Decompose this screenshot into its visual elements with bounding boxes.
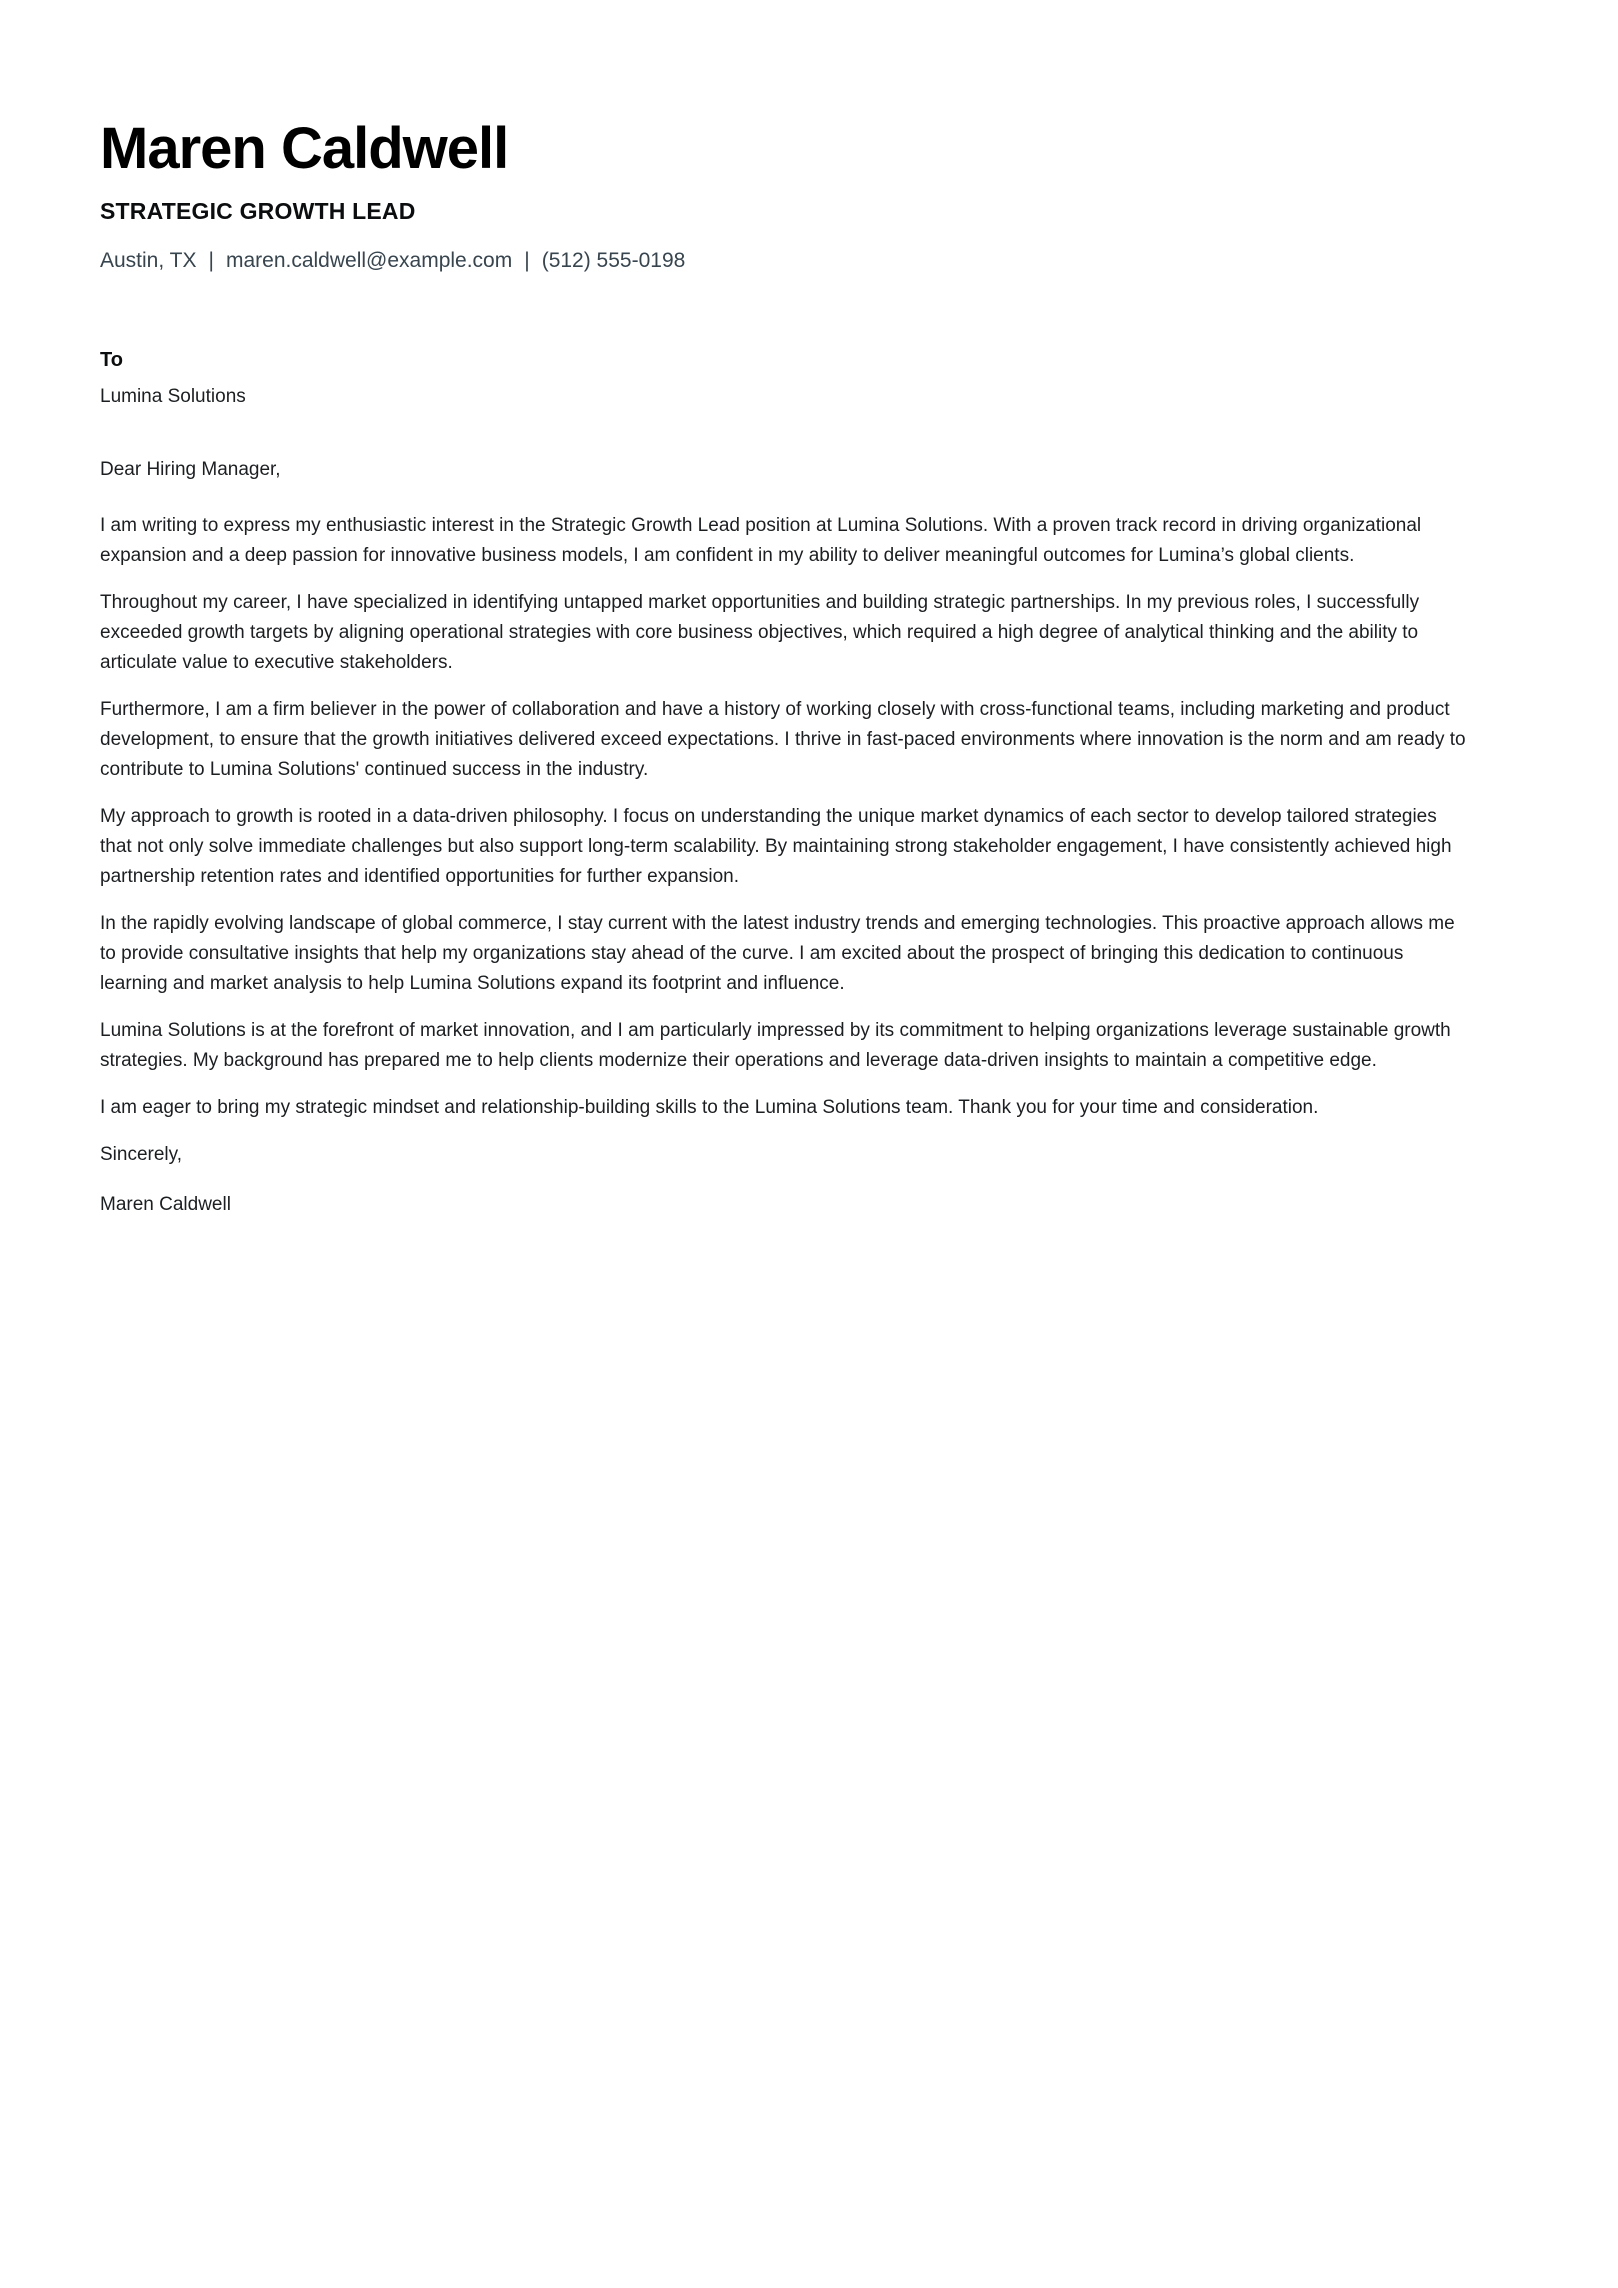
letter-paragraph: I am writing to express my enthusiastic interest in the Strategic Growth Lead position at Lumina Solutions. With a proven track record in driving organizational expansion and a deep passion for innovative business models, I am confident in my ability to deliver meaningful outcomes for Lumina’s global clients.	[100, 515, 1422, 566]
recipient-block	[100, 349, 1470, 409]
letter-body	[100, 455, 1470, 1220]
letter-header	[100, 116, 1470, 273]
contact-location: Austin, TX	[100, 249, 197, 272]
letter-paragraph: Lumina Solutions is at the forefront of market innovation, and I am particularly impressed by its commitment to helping organizations leverage sustainable growth strategies. My background has prepared me to help clients modernize their operations and leverage data-driven insights to maintain a competitive edge.	[100, 1020, 1451, 1071]
letter-paragraph: Throughout my career, I have specialized in identifying untapped market opportunities and building strategic partnerships. In my previous roles, I successfully exceeded growth targets by aligning operational strategies with core business objectives, which required a high degree of analytical thinking and the ability to articulate value to executive stakeholders.	[100, 592, 1420, 673]
contact-phone: (512) 555-0198	[541, 249, 686, 272]
contact-separator: |	[524, 249, 530, 272]
candidate-job-title: STRATEGIC GROWTH LEAD	[100, 198, 416, 224]
salutation: Dear Hiring Manager,	[100, 459, 281, 480]
contact-line	[100, 249, 1470, 273]
recipient-company: Lumina Solutions	[100, 386, 246, 407]
signature-name: Maren Caldwell	[100, 1194, 231, 1215]
contact-separator: |	[208, 249, 214, 272]
letter-paragraph: In the rapidly evolving landscape of global commerce, I stay current with the latest industry trends and emerging technologies. This proactive approach allows me to provide consultative insights that help my organizations stay ahead of the curve. I am excited about the prospect of bringing this dedication to continuous learning and market analysis to help Lumina Solutions expand its footprint and influence.	[100, 913, 1455, 994]
candidate-name: Maren Caldwell	[100, 116, 509, 181]
contact-email: maren.caldwell@example.com	[225, 249, 513, 272]
recipient-label: To	[100, 349, 123, 371]
letter-paragraph: I am eager to bring my strategic mindset and relationship-building skills to the Lumina Solutions team. Thank you for your time and consideration.	[100, 1097, 1319, 1118]
letter-paragraph: My approach to growth is rooted in a data-driven philosophy. I focus on understanding the unique market dynamics of each sector to develop tailored strategies that not only solve immediate challenges but also support long-term scalability. By maintaining strong stakeholder engagement, I have consistently achieved high partnership retention rates and identified opportunities for further expansion.	[100, 806, 1452, 887]
closing: Sincerely,	[100, 1144, 183, 1165]
letter-paragraph: Furthermore, I am a firm believer in the power of collaboration and have a history of working closely with cross-functional teams, including marketing and product development, to ensure that the growth initiatives delivered exceed expectations. I thrive in fast-paced environments where innovation is the norm and am ready to contribute to Lumina Solutions' continued success in the industry.	[100, 699, 1466, 780]
